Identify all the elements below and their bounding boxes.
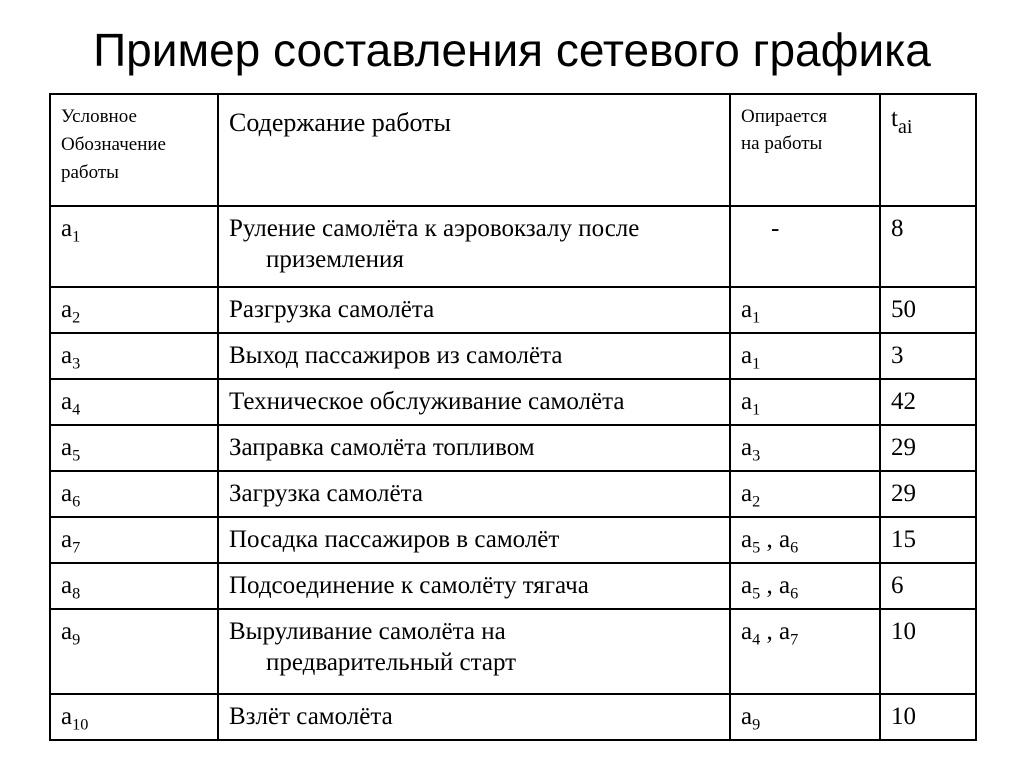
work-content: Разгрузка самолёта [218, 287, 730, 333]
work-dependencies: $a_1$ [730, 287, 880, 333]
table-row [50, 206, 976, 287]
table-row [50, 609, 976, 694]
work-dependencies: $a_1$ [730, 379, 880, 425]
work-duration: 10 [880, 694, 976, 740]
work-duration: 42 [880, 379, 976, 425]
work-dependencies: $a_5$ , $a_6$ [730, 563, 880, 609]
table-row [50, 563, 976, 609]
table-row [50, 287, 976, 333]
work-content: Техническое обслуживание самолёта [218, 379, 730, 425]
work-content: Загрузка самолёта [218, 471, 730, 517]
work-code: $a_8$ [50, 563, 218, 609]
work-content: Подсоединение к самолёту тягача [218, 563, 730, 609]
table-row [50, 333, 976, 379]
table-row [50, 379, 976, 425]
work-content: Выход пассажиров из самолёта [218, 333, 730, 379]
header-time: $t_{ai}$ [880, 94, 976, 206]
work-content: Посадка пассажиров в самолёт [218, 517, 730, 563]
work-code: $a_5$ [50, 425, 218, 471]
work-content: Руление самолёта к аэровокзалу после приземления [218, 206, 730, 287]
network-schedule-table [49, 93, 977, 741]
work-duration: 50 [880, 287, 976, 333]
work-content: Заправка самолёта топливом [218, 425, 730, 471]
work-dependencies: $a_5$ , $a_6$ [730, 517, 880, 563]
work-dependencies: - [730, 206, 880, 287]
work-dependencies: $a_4$ , $a_7$ [730, 609, 880, 694]
table-row [50, 425, 976, 471]
page-title: Пример составления сетевого графика [93, 24, 931, 76]
work-code: $a_{10}$ [50, 694, 218, 740]
work-code: $a_2$ [50, 287, 218, 333]
work-content: Взлёт самолёта [218, 694, 730, 740]
table-row [50, 471, 976, 517]
header-depends: Опирается на работы [730, 94, 880, 206]
work-dependencies: $a_9$ [730, 694, 880, 740]
header-content: Содержание работы [218, 94, 730, 206]
work-dependencies: $a_1$ [730, 333, 880, 379]
table-row [50, 694, 976, 740]
work-duration: 29 [880, 471, 976, 517]
table-header-row [50, 94, 976, 206]
work-dependencies: $a_2$ [730, 471, 880, 517]
work-code: $a_7$ [50, 517, 218, 563]
work-duration: 29 [880, 425, 976, 471]
work-code: $a_9$ [50, 609, 218, 694]
work-code: $a_1$ [50, 206, 218, 287]
work-content: Выруливание самолёта на предварительный старт [218, 609, 730, 694]
work-dependencies: $a_3$ [730, 425, 880, 471]
work-duration: 6 [880, 563, 976, 609]
header-designation: Условное Обозначение работы [50, 94, 218, 206]
work-code: $a_4$ [50, 379, 218, 425]
work-code: $a_3$ [50, 333, 218, 379]
work-code: $a_6$ [50, 471, 218, 517]
table-row [50, 517, 976, 563]
work-duration: 3 [880, 333, 976, 379]
work-duration: 8 [880, 206, 976, 287]
work-duration: 10 [880, 609, 976, 694]
work-duration: 15 [880, 517, 976, 563]
